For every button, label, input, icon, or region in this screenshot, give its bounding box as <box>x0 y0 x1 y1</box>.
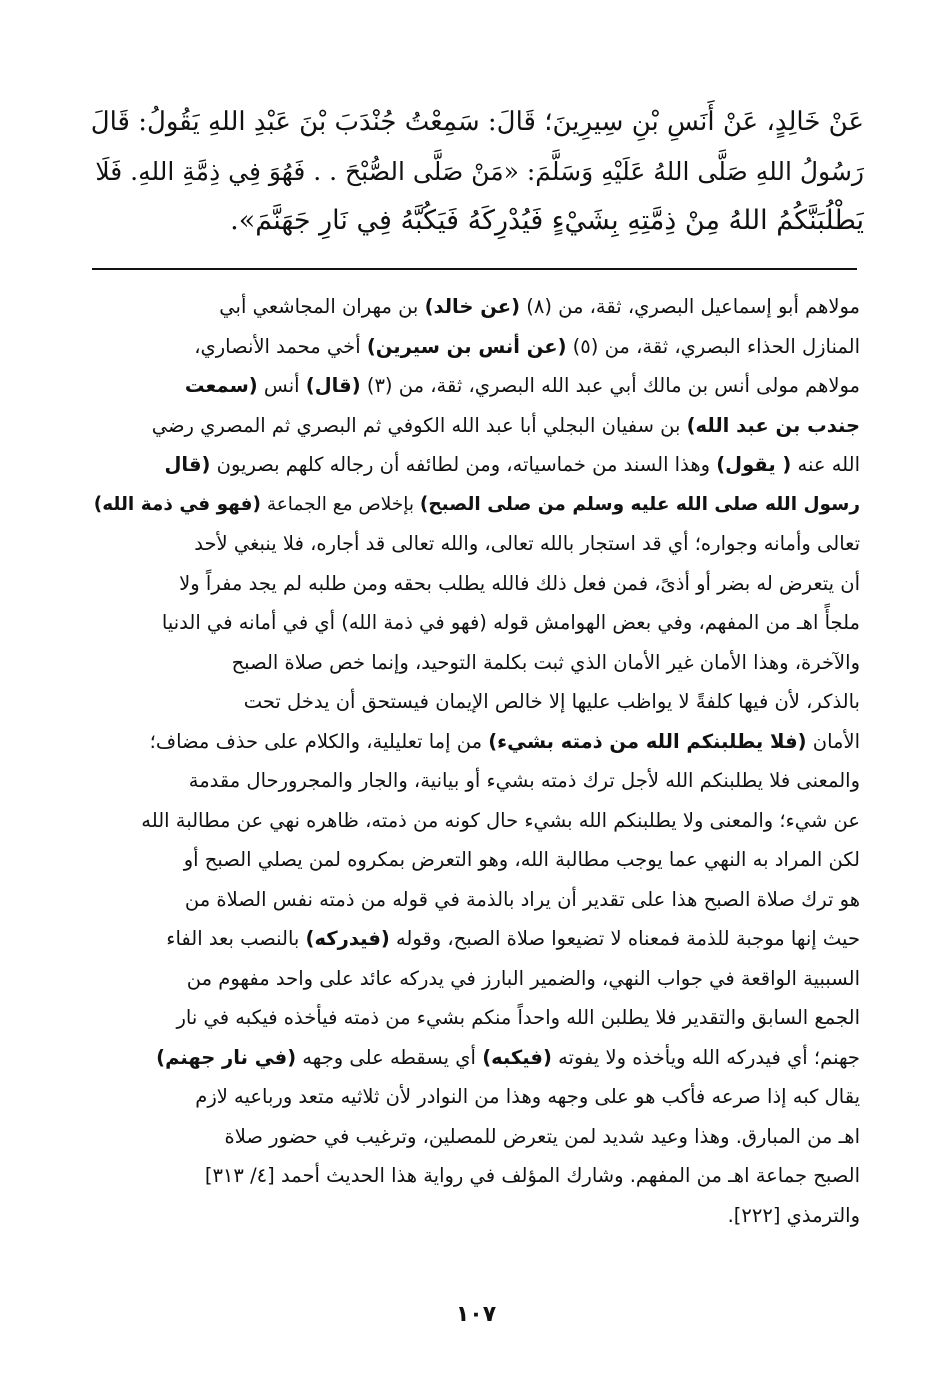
commentary-segment: عن شيء؛ والمعنى ولا يطلبنكم الله بشيء حال كونه من ذمته، ظاهره نهي عن مطالبة الله <box>141 808 860 832</box>
commentary-line <box>88 959 860 999</box>
commentary-line <box>88 445 860 485</box>
commentary-line <box>88 406 860 446</box>
commentary-segment: لكن المراد به النهي عما يوجب مطالبة الله، وهو التعرض بمكروه لمن يصلي الصبح أو <box>183 848 860 871</box>
commentary-line <box>88 1196 860 1236</box>
commentary-segment: السببية الواقعة في جواب النهي، والضمير البارز في يدركه عائد على واحد مفهوم من <box>186 966 860 990</box>
commentary-segment: بن سفيان البجلي أبا عبد الله الكوفي ثم البصري ثم المصري رضي <box>151 413 687 437</box>
commentary-line <box>88 564 860 604</box>
commentary-line <box>88 485 860 525</box>
commentary-line <box>88 1156 860 1196</box>
commentary-line <box>88 366 860 406</box>
commentary-line <box>88 880 860 920</box>
commentary-segment: والآخرة، وهذا الأمان غير الأمان الذي ثبت بكلمة التوحيد، وإنما خص صلاة الصبح <box>231 650 860 674</box>
commentary-segment: ملجأً اهـ من المفهم، وفي بعض الهوامش قوله (فهو في ذمة الله) أي في أمانه في الدنيا <box>161 611 860 634</box>
commentary-line <box>88 840 860 880</box>
quoted-hadith-phrase: (فهو في ذمة الله) <box>93 493 261 515</box>
commentary-line <box>88 327 860 367</box>
quoted-hadith-phrase: (فلا يطلبنكم الله من ذمته بشيء) <box>488 729 807 753</box>
commentary-segment: المنازل الحذاء البصري، ثقة، من (٥) <box>566 334 860 358</box>
commentary-segment: مولاهم أبو إسماعيل البصري، ثقة، من (٨) <box>520 295 860 318</box>
footnote-divider <box>92 268 857 270</box>
commentary-segment: أن يتعرض له بضر أو أذىً، فمن فعل ذلك فالله يطلب بحقه ومن طلبه لم يجد مفراً ولا <box>179 571 860 595</box>
commentary-segment: اهـ من المبارق. وهذا وعيد شديد لمن يتعرض للمصلين، وترغيب في حضور صلاة <box>224 1124 860 1148</box>
commentary-segment: هو ترك صلاة الصبح هذا على تقدير أن يراد بالذمة في قوله من ذمته نفس الصلاة من <box>184 887 860 911</box>
quoted-hadith-phrase: جندب بن عبد الله) <box>686 413 860 437</box>
page-number: ١٠٧ <box>455 1302 497 1327</box>
commentary-segment: بن مهران المجاشعي أبي <box>219 295 425 318</box>
commentary-segment: أي يسقطه على وجهه <box>296 1045 483 1069</box>
commentary-segment: مولاهم مولى أنس بن مالك أبي عبد الله البصري، ثقة، من (٣) <box>360 374 860 397</box>
commentary-segment: الله عنه <box>791 453 860 476</box>
commentary-line <box>88 603 860 643</box>
commentary-line <box>88 1117 860 1157</box>
commentary-line <box>88 287 860 327</box>
commentary-segment: الصبح جماعة اهـ من المفهم. وشارك المؤلف في رواية هذا الحديث أحمد [٤/ ٣١٣] <box>204 1164 860 1187</box>
quoted-hadith-phrase: (عن خالد) <box>424 295 521 318</box>
quoted-hadith-phrase: ( يقول) <box>716 453 792 476</box>
commentary-segment: وهذا السند من خماسياته، ومن لطائفه أن رجاله كلهم بصريون <box>210 453 717 476</box>
hadith-text <box>84 98 864 245</box>
quoted-hadith-phrase: (في نار جهنم) <box>156 1045 297 1069</box>
commentary-line <box>88 801 860 841</box>
commentary-line <box>88 682 860 722</box>
quoted-hadith-phrase: (قال) <box>305 374 361 397</box>
quoted-hadith-phrase: رسول الله صلى الله عليه وسلم من صلى الصبح) <box>419 493 860 515</box>
quoted-hadith-phrase: (سمعت <box>184 374 258 397</box>
commentary-segment: أنس <box>257 374 306 397</box>
commentary-segment: تعالى وأمانه وجواره؛ أي قد استجار بالله تعالى، والله تعالى قد أجاره، فلا ينبغي لأحد <box>194 532 860 555</box>
commentary-segment: بإخلاص مع الجماعة <box>260 493 420 515</box>
commentary-segment: والترمذي [٢٢٢]. <box>727 1203 860 1227</box>
commentary-segment: والمعنى فلا يطلبنكم الله لأجل ترك ذمته بشيء أو بيانية، والجار والمجرورحال مقدمة <box>188 769 860 792</box>
commentary-segment: بالذكر، لأن فيها كلفةً لا يواظب عليها إلا خالص الإيمان فيستحق أن يدخل تحت <box>243 690 860 713</box>
commentary-segment: حيث إنها موجبة للذمة فمعناه لا تضيعوا صلاة الصبح، وقوله <box>389 927 860 950</box>
quoted-hadith-phrase: (فيدركه) <box>305 927 390 950</box>
commentary-line <box>88 919 860 959</box>
commentary-line <box>88 643 860 683</box>
commentary-segment: الأمان <box>806 729 860 753</box>
commentary-segment: من إما تعليلية، والكلام على حذف مضاف؛ <box>149 729 489 753</box>
hadith-line: يَطْلُبَنَّكُمُ اللهُ مِنْ ذِمَّتِهِ بِشَيْءٍ فَيُدْرِكَهُ فَيَكُبَّهُ فِي نَارِ جَهَنَّمَ». <box>230 205 864 236</box>
commentary-line <box>88 761 860 801</box>
quoted-hadith-phrase: (فيكبه) <box>482 1045 552 1069</box>
commentary-line <box>88 524 860 564</box>
hadith-line: عَنْ خَالِدٍ، عَنْ أَنَسِ بْنِ سِيرِينَ؛ قَالَ: سَمِعْتُ جُنْدَبَ بْنَ عَبْدِ اللهِ يَقُولُ: قَالَ <box>90 107 864 137</box>
commentary-segment: الجمع السابق والتقدير فلا يطلبن الله واحداً منكم بشيء من ذمته فيأخذه فيكبه في نار <box>176 1006 860 1029</box>
commentary-segment: يقال كبه إذا صرعه فأكب هو على وجهه وهذا من النوادر لأن ثلاثيه متعد ورباعيه لازم <box>195 1085 860 1108</box>
commentary-segment: أخي محمد الأنصاري، <box>194 334 367 358</box>
commentary-line <box>88 722 860 762</box>
commentary-line <box>88 1038 860 1078</box>
hadith-line: رَسُولُ اللهِ صَلَّى اللهُ عَلَيْهِ وَسَلَّمَ: «مَنْ صَلَّى الصُّبْحَ . . فَهُوَ فِي ذِمَّةِ اللهِ. فَلَا <box>95 157 864 186</box>
commentary-line <box>88 1077 860 1117</box>
quoted-hadith-phrase: (قال <box>164 453 211 476</box>
commentary-text <box>88 287 860 1235</box>
commentary-segment: جهنم؛ أي فيدركه الله ويأخذه ولا يفوته <box>551 1045 860 1069</box>
commentary-line <box>88 998 860 1038</box>
quoted-hadith-phrase: (عن أنس بن سيرين) <box>366 334 567 358</box>
commentary-segment: بالنصب بعد الفاء <box>166 927 306 950</box>
